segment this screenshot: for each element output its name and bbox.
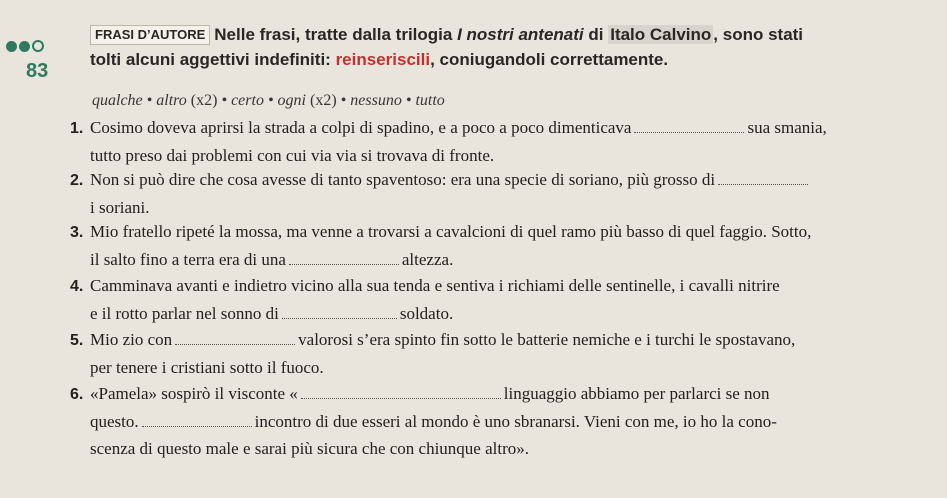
instruction-verb: reinseriscili (335, 50, 431, 69)
sentence-5: 5. Mio zio con valorosi s’era spinto fin sotto le batterie nemiche e i turchi le spostavano, per tenere i cristiani sotto il fuoco. (70, 330, 796, 377)
difficulty-dot-filled (19, 41, 30, 52)
answer-blank[interactable] (282, 302, 397, 319)
answer-blank[interactable] (634, 116, 744, 133)
word-option: altro (156, 92, 187, 109)
word-option: certo (231, 92, 264, 109)
exercise-instructions: FRASI D’AUTORE Nelle frasi, tratte dalla trilogia I nostri antenati di Italo Calvino , sono stati tolti alcuni aggettivi indefiniti: reinseriscili, coniugandoli correttamente. (90, 25, 804, 69)
answer-blank[interactable] (301, 382, 501, 399)
sentence-2: 2. Non si può dire che cosa avesse di tanto spaventoso: era una specie di soriano, più grosso di i soriani. (70, 166, 920, 221)
sentence-6: 6. «Pamela» sospirò il visconte « linguaggio abbiamo per parlarci se non questo. incontro di due esseri al mondo è uno sbranarsi. Vieni con me, io ho la cono- scenza di questo male e sarai più sicura che con chiunque altro». (70, 384, 777, 458)
answer-blank[interactable] (289, 248, 399, 265)
answer-blank[interactable] (718, 168, 808, 185)
difficulty-dot-empty (32, 40, 44, 52)
word-option: nessuno (350, 92, 402, 109)
word-option: ogni (277, 92, 306, 109)
difficulty-dots (6, 40, 44, 52)
sentence-3: 3. Mio fratello ripeté la mossa, ma venne a trovarsi a cavalcioni di quel ramo più basso di quel faggio. Sotto, il salto fino a terra era di una altezza. (70, 222, 812, 269)
sentence-4: 4. Camminava avanti e indietro vicino alla sua tenda e sentiva i richiami delle sentinelle, i cavalli nitrire e il rotto parlar nel sonno di soldato. (70, 276, 780, 323)
exercise-number: 83 (26, 60, 49, 82)
section-tag: FRASI D’AUTORE (90, 25, 210, 45)
answer-blank[interactable] (142, 410, 252, 427)
word-bank: qualche • altro (x2) • certo • ogni (x2) • nessuno • tutto (92, 92, 445, 109)
author-name: Italo Calvino (610, 25, 712, 44)
word-option: qualche (92, 92, 143, 109)
book-title: I nostri antenati (457, 25, 584, 44)
difficulty-dot-filled (6, 41, 17, 52)
word-option: tutto (415, 92, 445, 109)
sentence-1: 1. Cosimo doveva aprirsi la strada a colpi di spadino, e a poco a poco dimenticava sua smania, tutto preso dai problemi con cui via via si trovava di fronte. (70, 118, 827, 165)
answer-blank[interactable] (175, 328, 295, 345)
